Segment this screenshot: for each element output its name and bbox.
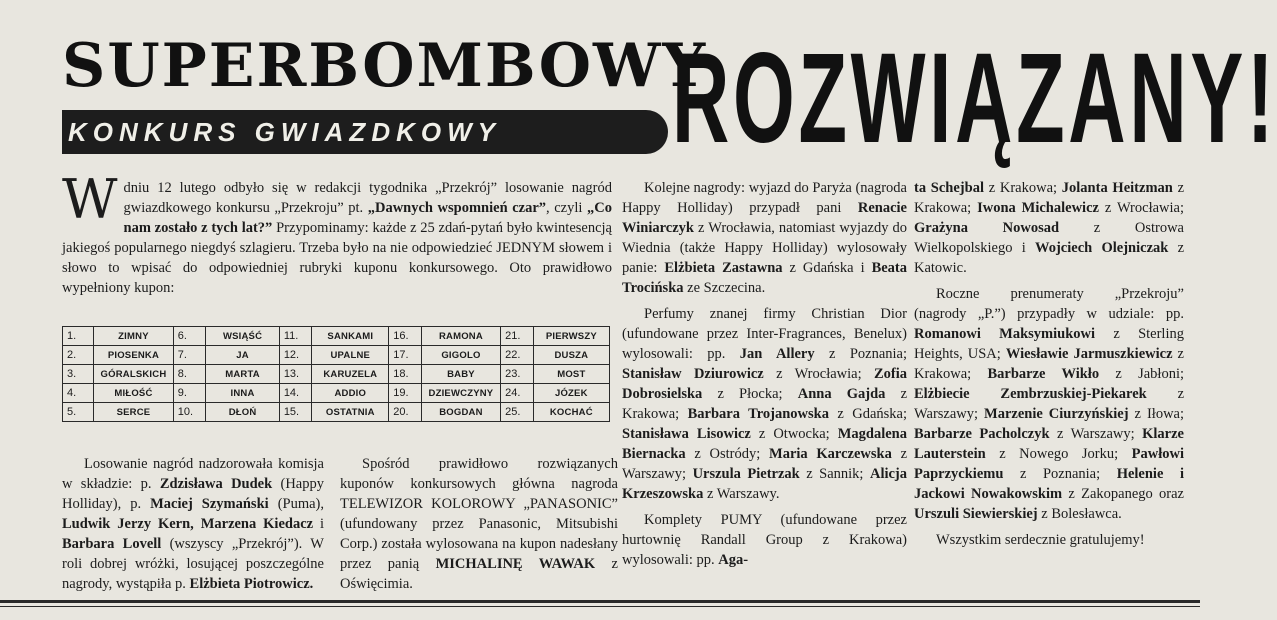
coupon-answer: WSIĄŚĆ xyxy=(206,327,280,346)
coupon-number: 9. xyxy=(173,384,206,403)
coupon-answer: GIGOLO xyxy=(421,346,500,365)
name-bold: Zdzisława Dudek xyxy=(159,476,273,492)
name-bold: Iwona Michalewicz xyxy=(977,200,1099,216)
coupon-answer: JÓZEK xyxy=(533,384,609,403)
coupon-answer: KOCHAĆ xyxy=(533,403,609,422)
coupon-answer: OSTATNIA xyxy=(312,403,389,422)
perfume-paragraph xyxy=(622,304,907,504)
coupon-number: 17. xyxy=(389,346,422,365)
coupon-answer: ADDIO xyxy=(312,384,389,403)
text: z Nowego Jorku; xyxy=(985,446,1132,462)
coupon-number: 24. xyxy=(501,384,534,403)
text: (wszyscy „Przekrój”). W roli dobrej wróżki, losującej poszczególne nagrody, wystąpiła p. xyxy=(62,536,324,592)
text: Kolejne nagrody: wyjazd do Paryża (nagroda Happy Holliday) przypadł pani xyxy=(622,180,907,216)
answer-coupon xyxy=(62,326,610,422)
text: z Poznania; xyxy=(1003,466,1117,482)
coupon-answer: KARUZELA xyxy=(312,365,389,384)
coupon-answer: SERCE xyxy=(94,403,174,422)
name-bold: Grażyna Nowosad xyxy=(914,220,1060,236)
intro-text-1: dniu 12 lutego odbyło się w redakcji tygodnika „Przekrój” losowanie nagród gwiazdkowego konkursu „Przekroju” pt. xyxy=(123,180,612,216)
coupon-number: 23. xyxy=(501,365,534,384)
column-commission xyxy=(62,454,324,594)
coupon-number: 8. xyxy=(173,365,206,384)
name-bold: Romanowi Maksymiukowi xyxy=(914,326,1096,342)
coupon-number: 25. xyxy=(501,403,534,422)
coupon-number: 22. xyxy=(501,346,534,365)
headline-rozwiazany: ROZWIĄZANY! xyxy=(672,27,1277,170)
coupon-number: 18. xyxy=(389,365,422,384)
text: i xyxy=(313,516,325,532)
coupon-number: 12. xyxy=(279,346,312,365)
intro-text xyxy=(62,168,612,298)
name-bold: Renacie Winiarczyk xyxy=(622,200,907,236)
name-bold: Pawłowi Paprzyckiemu xyxy=(914,446,1184,482)
text: z Otwocka; xyxy=(750,426,838,442)
coupon-number: 6. xyxy=(173,327,206,346)
text: z Wrocławia; xyxy=(1098,200,1184,216)
coupon-answer: BOGDAN xyxy=(421,403,500,422)
name-bold: ta Schejbal xyxy=(914,180,984,196)
bottom-rule-thin xyxy=(0,606,1200,607)
commission-paragraph xyxy=(62,454,324,594)
text: z Oświęcimia. xyxy=(340,556,618,592)
coupon-body xyxy=(63,327,610,422)
coupon-answer: MIŁOŚĆ xyxy=(94,384,174,403)
coupon-number: 11. xyxy=(279,327,312,346)
coupon-number: 2. xyxy=(63,346,94,365)
name-bold: Barbarze Wikło xyxy=(987,366,1100,382)
coupon-answer: MARTA xyxy=(206,365,280,384)
coupon-number: 5. xyxy=(63,403,94,422)
name-bold: Elżbiecie Zembrzuskiej-Piekarek xyxy=(914,386,1147,402)
winner-name: MICHALINĘ WAWAK xyxy=(435,556,596,572)
coupon-number: 7. xyxy=(173,346,206,365)
name-bold: Alicja Krzeszowska xyxy=(622,466,908,502)
puma-winners-cont xyxy=(914,178,1184,278)
text: Spośród prawidłowo rozwiązanych kuponów konkursowych główna nagroda TELEWIZOR KOLOROWY „PANASONIC” (ufundowany przez Panasonic, Mitsubishi Corp.) została wylosowana na kupon nadesłany przez panią xyxy=(340,456,618,572)
coupon-answer: RAMONA xyxy=(421,327,500,346)
coupon-answer: INNA xyxy=(206,384,280,403)
text: z Bolesławca. xyxy=(1037,506,1122,522)
coupon-row xyxy=(63,403,610,422)
text: z Sannik; xyxy=(799,466,870,482)
column-main-prize xyxy=(340,454,618,594)
text: Losowanie nagród nadzorowała komisja w składzie: p. xyxy=(62,456,324,492)
drop-cap: W xyxy=(62,168,118,231)
coupon-answer: DŁOŃ xyxy=(206,403,280,422)
coupon-number: 16. xyxy=(389,327,422,346)
text: Perfumy znanej firmy Christian Dior (ufundowane przez Inter-Fragrances, Benelux) wylosowali: pp. xyxy=(622,306,907,362)
intro-text-2: , czyli xyxy=(546,200,588,216)
trips-paragraph xyxy=(622,178,907,298)
subscriptions-paragraph xyxy=(914,284,1184,524)
name-bold: Magdalena Biernacka xyxy=(622,426,907,462)
text: (Happy Holliday), p. xyxy=(62,476,324,512)
text: z Iłowa; xyxy=(1128,406,1185,422)
coupon-answer: MOST xyxy=(533,365,609,384)
intro-text-3: Przypominamy: każde z 25 zdań-pytań było kwintesencją jakiegoś popularnego niegdyś szlagieru. Trzeba było na nie odpowiedzieć JEDNYM słowem i słowo to wpisać do odpowiedniej rubryki kuponu konkursowego. Oto prawidłowo wypełniony kupon: xyxy=(62,220,612,296)
contest-subtitle: „Co nam zostało z tych lat?” xyxy=(123,200,612,236)
name-bold: Beata Trocińska xyxy=(622,260,908,296)
banner-label: KONKURS GWIAZDKOWY xyxy=(68,117,501,147)
name-bold: Elżbieta Piotrowicz. xyxy=(189,576,314,592)
column-prizes xyxy=(622,178,907,570)
coupon-answer: PIOSENKA xyxy=(94,346,174,365)
text: z Ostródy; xyxy=(685,446,770,462)
column-subscriptions xyxy=(914,178,1184,550)
text: z Gdańska i xyxy=(782,260,872,276)
text: z Zakopanego oraz xyxy=(1062,486,1184,502)
coupon-row xyxy=(63,384,610,403)
coupon-answer: PIERWSZY xyxy=(533,327,609,346)
text: z Sterling Heights, USA; xyxy=(914,326,1184,362)
coupon-number: 14. xyxy=(279,384,312,403)
congratulations-paragraph: Wszystkim serdecznie gratulujemy! xyxy=(936,532,1145,548)
coupon-number: 21. xyxy=(501,327,534,346)
text: z Poznania; xyxy=(814,346,907,362)
coupon-row xyxy=(63,365,610,384)
coupon-number: 15. xyxy=(279,403,312,422)
main-prize-paragraph xyxy=(340,454,618,594)
text: (Puma), xyxy=(268,496,324,512)
text: z Warszawy; xyxy=(1049,426,1143,442)
text: z Jabłoni; xyxy=(1099,366,1185,382)
text: z Krakowa; xyxy=(914,180,1185,216)
coupon-number: 19. xyxy=(389,384,422,403)
text: Komplety PUMY (ufundowane przez hurtownię Randall Group z Krakowa) wylosowali: pp. xyxy=(622,512,907,568)
text: z Warszawy; xyxy=(914,386,1185,422)
text: z Gdańska; xyxy=(828,406,907,422)
name-bold: Urszuli Siewierskiej xyxy=(914,506,1038,522)
coupon-answer: JA xyxy=(206,346,280,365)
name-bold: Ludwik Jerzy Kern, Marzena Kiedacz xyxy=(62,516,314,532)
contest-title: „Dawnych wspomnień czar” xyxy=(367,200,547,216)
name-bold: Aga- xyxy=(718,552,749,568)
coupon-number: 1. xyxy=(63,327,94,346)
coupon-answer: GÓRALSKICH xyxy=(94,365,174,384)
puma-paragraph xyxy=(622,510,907,570)
name-bold: Maria Karczewska xyxy=(769,446,892,462)
coupon-answer: SANKAMI xyxy=(312,327,389,346)
name-bold: Jolanta Heitzman xyxy=(1061,180,1173,196)
coupon-number: 13. xyxy=(279,365,312,384)
text: z Wrocławia; xyxy=(763,366,874,382)
text: z Wrocławia, natomiast wyjazdy do Wiednia (także Happy Holliday) wylosowały panie: xyxy=(622,220,907,276)
name-bold: Zofia Dobrosielska xyxy=(622,366,907,402)
coupon-answer: UPALNE xyxy=(312,346,389,365)
name-bold: Barbarze Pacholczyk xyxy=(914,426,1050,442)
coupon-answer: DZIEWCZYNY xyxy=(421,384,500,403)
name-bold: Helenie i Jackowi Nowakowskim xyxy=(914,466,1184,502)
name-bold: Wiesławie Jarmuszkiewicz xyxy=(1005,346,1173,362)
coupon-number: 3. xyxy=(63,365,94,384)
coupon-number: 20. xyxy=(389,403,422,422)
text: z Katowic. xyxy=(914,240,1185,276)
text: ze Szczecina. xyxy=(683,280,766,296)
coupon-answer: DUSZA xyxy=(533,346,609,365)
bottom-rule xyxy=(0,600,1200,603)
name-bold: Wojciech Olejniczak xyxy=(1035,240,1169,256)
text: z Krakowa; xyxy=(622,386,907,422)
text: z Krakowa; xyxy=(983,180,1062,196)
name-bold: Stanisława Lisowicz xyxy=(622,426,751,442)
name-bold: Anna Gajda xyxy=(797,386,886,402)
coupon-number: 10. xyxy=(173,403,206,422)
text: z Ostrowa Wielkopolskiego i xyxy=(914,220,1184,256)
name-bold: Stanisław Dziurowicz xyxy=(622,366,764,382)
name-bold: Klarze Lauterstein xyxy=(914,426,1184,462)
text: z Krakowa; xyxy=(914,346,1184,382)
coupon-number: 4. xyxy=(63,384,94,403)
intro-paragraph xyxy=(62,168,612,298)
name-bold: Marzenie Ciurzyńskiej xyxy=(984,406,1129,422)
coupon-row xyxy=(63,346,610,365)
coupon-answer: ZIMNY xyxy=(94,327,174,346)
name-bold: Barbara Lovell xyxy=(62,536,162,552)
name-bold: Jan Allery xyxy=(739,346,815,362)
text: z Warszawy; xyxy=(622,446,908,482)
coupon-answer: BABY xyxy=(421,365,500,384)
name-bold: Maciej Szymański xyxy=(150,496,269,512)
contest-banner xyxy=(62,110,668,154)
headline-superbombowy: SUPERBOMBOWY xyxy=(62,31,708,101)
name-bold: Urszula Pietrzak xyxy=(692,466,800,482)
name-bold: Elżbieta Zastawna xyxy=(664,260,783,276)
text: Roczne prenumeraty „Przekroju” (nagrody „P.”) przypadły w udziale: pp. xyxy=(914,286,1184,322)
text: z Płocka; xyxy=(702,386,798,402)
text: z Warszawy. xyxy=(703,486,780,502)
name-bold: Barbara Trojanowska xyxy=(687,406,829,422)
coupon-row xyxy=(63,327,610,346)
